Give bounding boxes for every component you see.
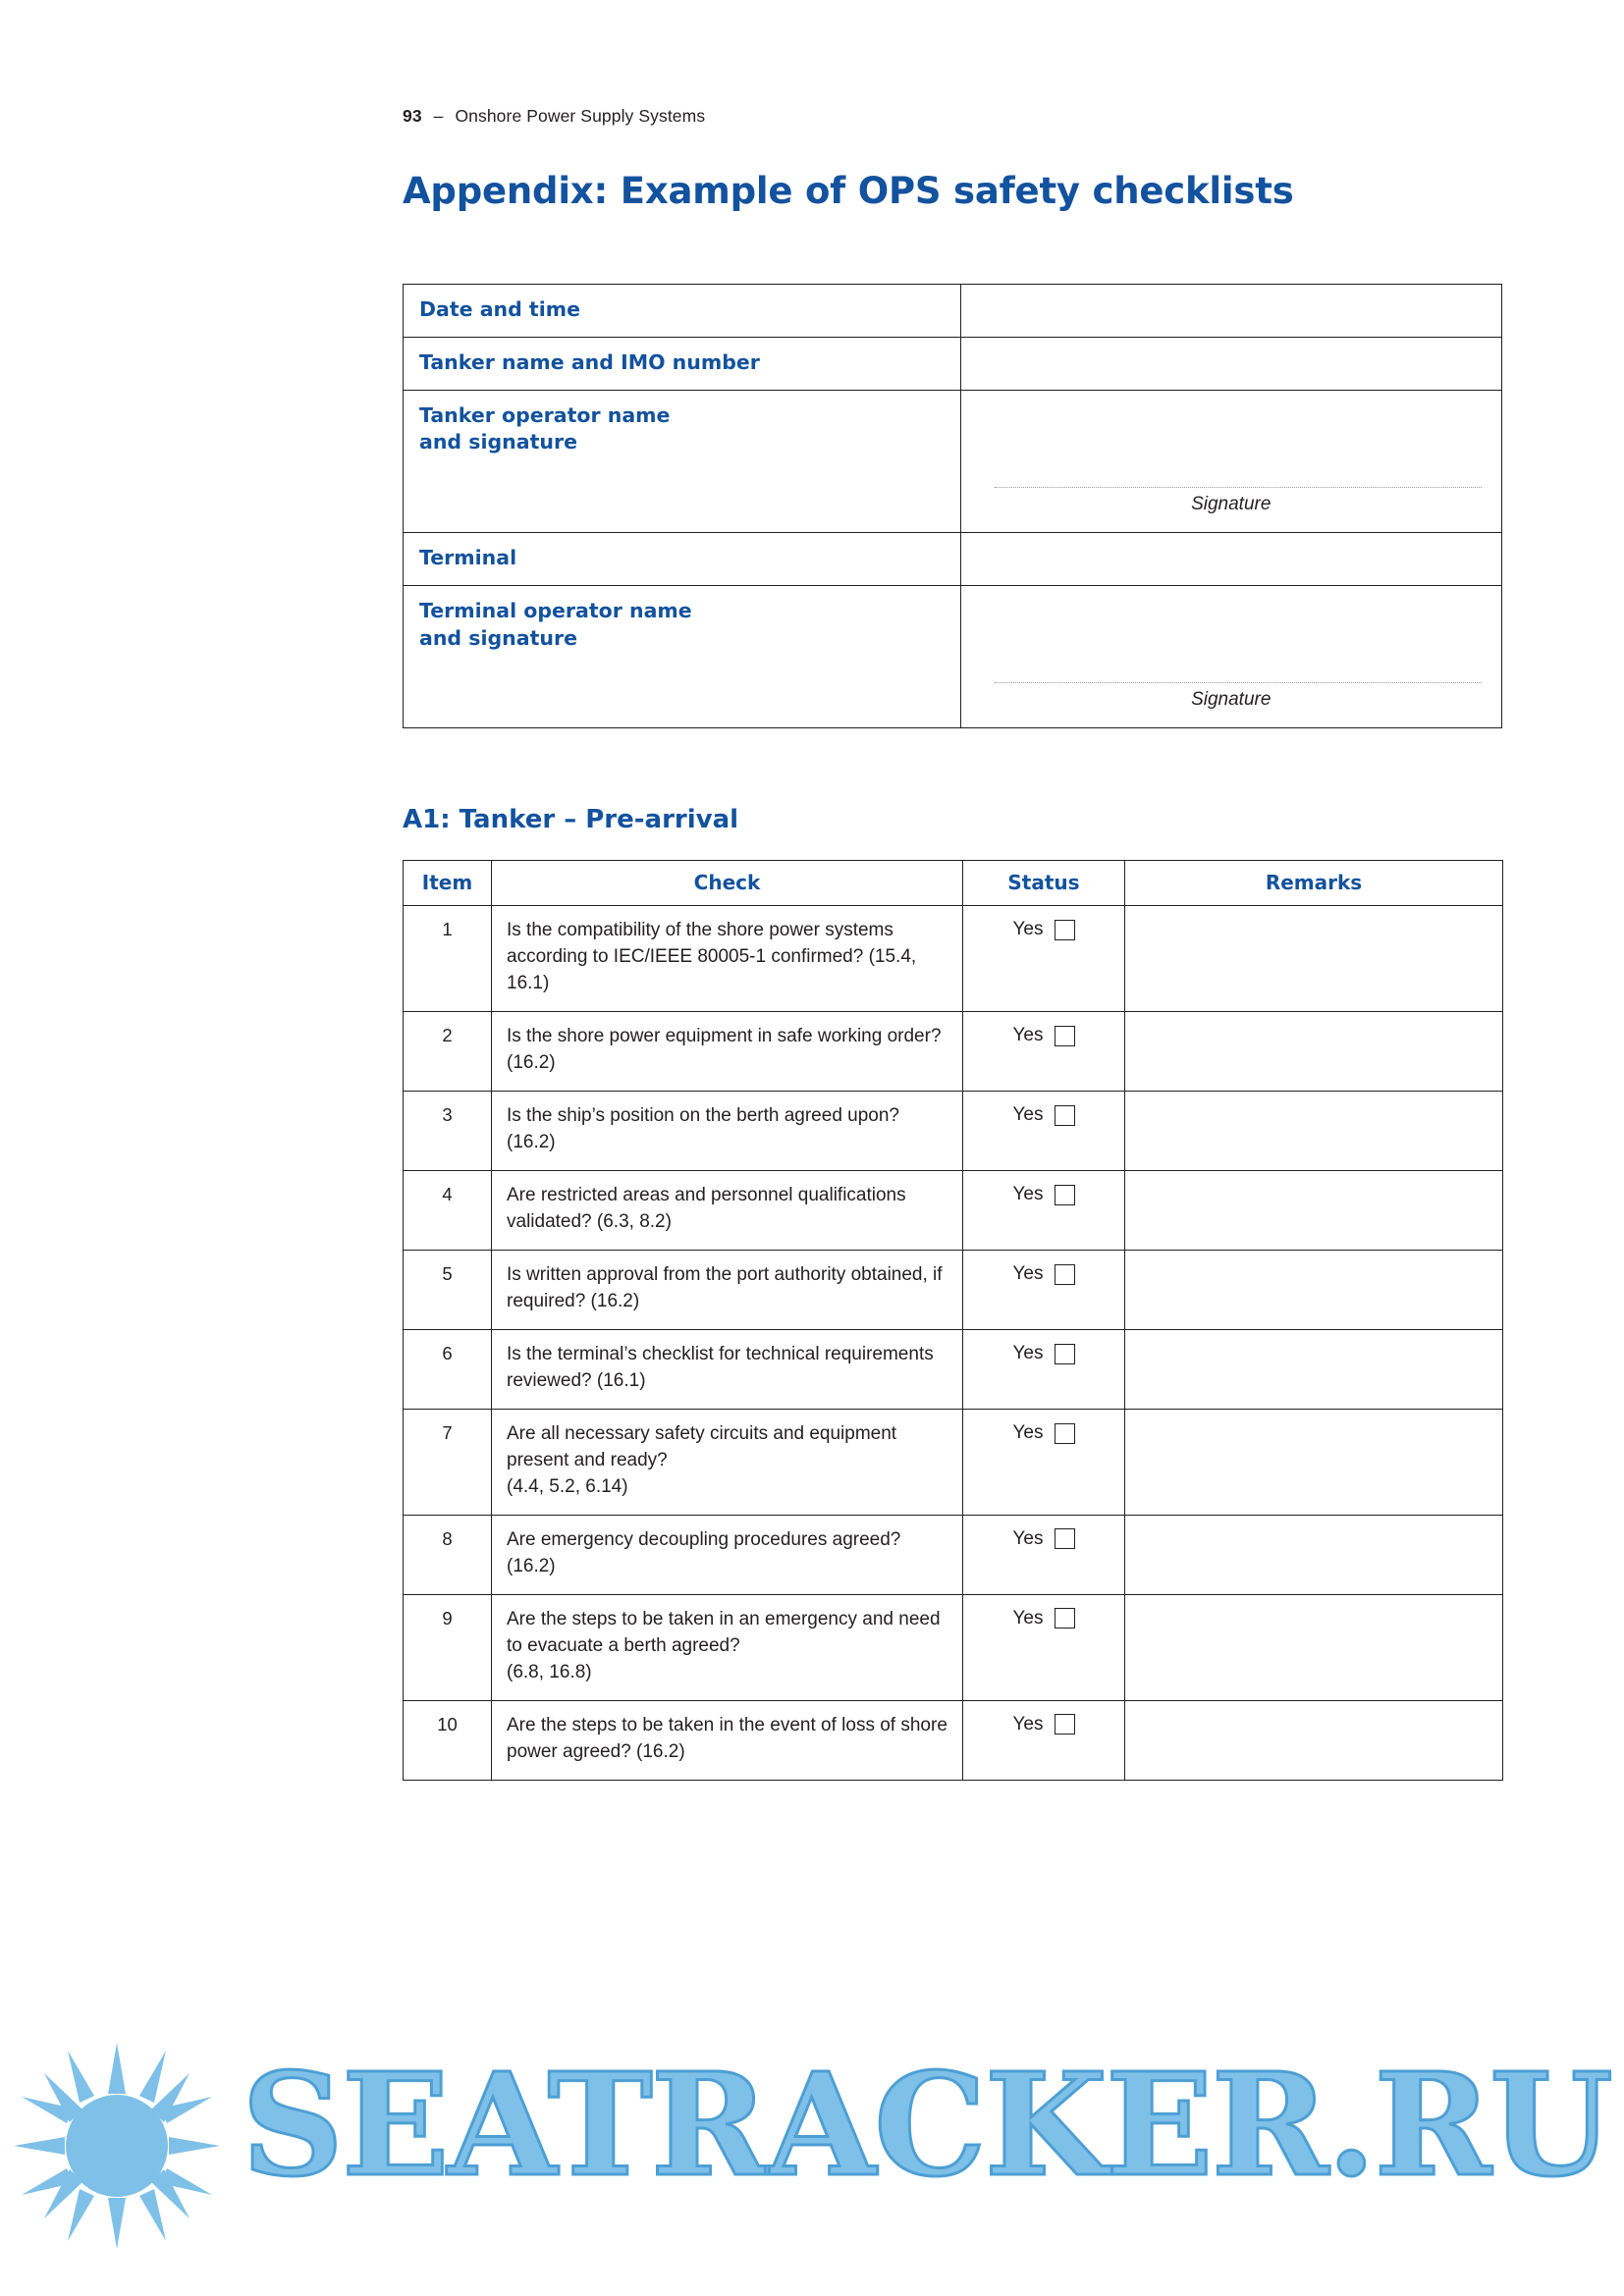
table-row [404, 586, 1502, 728]
table-row [404, 1410, 1503, 1516]
checklist-item-number: 7 [404, 1410, 492, 1516]
checklist-item-number: 4 [404, 1171, 492, 1251]
checklist-item-text: Is written approval from the port authority obtained, if required? (16.2) [492, 1251, 963, 1330]
table-row [404, 1092, 1503, 1171]
checklist-item-number: 3 [404, 1092, 492, 1171]
checklist-item-remarks[interactable] [1125, 1012, 1503, 1092]
status-yes-checkbox[interactable] [1055, 1423, 1075, 1444]
checklist-item-remarks[interactable] [1125, 1092, 1503, 1171]
checklist-item-remarks[interactable] [1125, 1410, 1503, 1516]
info-label-cell [404, 337, 961, 390]
info-label-tanker-operator-line2: and signature [419, 430, 577, 454]
page-title: Appendix: Example of OPS safety checklists [403, 170, 1294, 212]
watermark-text: SEATRACKER.RU [242, 2042, 1611, 2208]
info-label-cell [404, 391, 961, 533]
checklist-item-remarks[interactable] [1125, 1700, 1503, 1780]
status-yes-checkbox[interactable] [1055, 1264, 1075, 1285]
checklist-item-number: 5 [404, 1251, 492, 1330]
checklist-item-number: 9 [404, 1594, 492, 1700]
running-head [403, 106, 1502, 127]
checklist-item-number: 1 [404, 906, 492, 1012]
status-yes-label: Yes [1012, 1263, 1044, 1285]
table-row [404, 1251, 1503, 1330]
status-control [963, 1714, 1124, 1735]
checklist-item-remarks[interactable] [1125, 1251, 1503, 1330]
info-label-cell [404, 533, 961, 586]
table-row [404, 1012, 1503, 1092]
checklist-item-remarks[interactable] [1125, 906, 1503, 1012]
column-header-status: Status [963, 861, 1125, 906]
info-value-terminal-operator-signature[interactable] [960, 586, 1502, 728]
checklist-table [403, 860, 1503, 1780]
checklist-item-status [963, 906, 1125, 1012]
signature-caption: Signature [1191, 689, 1272, 711]
checklist-item-text: Are the steps to be taken in the event of loss of shore power agreed? (16.2) [492, 1700, 963, 1780]
table-row [404, 284, 1502, 337]
table-row [404, 337, 1502, 390]
checklist-item-number: 6 [404, 1330, 492, 1410]
checklist-item-text: Is the terminal’s checklist for technical requirements reviewed? (16.1) [492, 1330, 963, 1410]
checklist-item-status [963, 1092, 1125, 1171]
checklist-item-text: Are all necessary safety circuits and equipment present and ready? (4.4, 5.2, 6.14) [492, 1410, 963, 1516]
sun-icon [14, 2043, 220, 2249]
status-yes-label: Yes [1012, 1713, 1044, 1735]
status-control [963, 1184, 1124, 1205]
status-yes-checkbox[interactable] [1055, 1344, 1075, 1364]
info-value-date-time[interactable] [960, 284, 1502, 337]
status-control [963, 1608, 1124, 1629]
running-head-separator: – [433, 106, 444, 126]
checklist-item-text: Are the steps to be taken in an emergency and need to evacuate a berth agreed? (6.8, 16.8) [492, 1594, 963, 1700]
status-yes-checkbox[interactable] [1055, 1528, 1075, 1549]
checklist-item-text: Is the shore power equipment in safe working order? (16.2) [492, 1012, 963, 1092]
status-yes-checkbox[interactable] [1055, 1608, 1075, 1629]
table-row [404, 1330, 1503, 1410]
checklist-item-status [963, 1171, 1125, 1251]
checklist-item-status [963, 1594, 1125, 1700]
checklist-item-number: 8 [404, 1515, 492, 1594]
status-yes-checkbox[interactable] [1055, 1714, 1075, 1735]
status-control [963, 1025, 1124, 1046]
column-header-check: Check [492, 861, 963, 906]
checklist-item-text: Are emergency decoupling procedures agreed? (16.2) [492, 1515, 963, 1594]
section-title-a1: A1: Tanker – Pre-arrival [403, 805, 739, 835]
status-control [963, 1528, 1124, 1550]
checklist-item-status [963, 1012, 1125, 1092]
table-row [404, 1594, 1503, 1700]
info-value-terminal[interactable] [960, 533, 1502, 586]
signature-area[interactable] [977, 598, 1487, 714]
watermark [0, 2027, 1624, 2272]
table-row [404, 906, 1503, 1012]
signature-area[interactable] [977, 402, 1487, 518]
status-control [963, 919, 1124, 940]
info-label-terminal-operator [419, 598, 945, 652]
checklist-item-text: Is the ship’s position on the berth agreed upon? (16.2) [492, 1092, 963, 1171]
page-number: 93 [403, 106, 422, 126]
status-yes-label: Yes [1012, 1184, 1044, 1205]
table-row [404, 1700, 1503, 1780]
info-label-date-time: Date and time [419, 296, 581, 321]
info-label-tanker-operator-line1: Tanker operator name [419, 403, 671, 428]
signature-line [995, 682, 1483, 683]
status-yes-label: Yes [1012, 1422, 1044, 1444]
checklist-item-number: 2 [404, 1012, 492, 1092]
status-control [963, 1104, 1124, 1126]
status-yes-checkbox[interactable] [1055, 920, 1075, 940]
checklist-item-remarks[interactable] [1125, 1515, 1503, 1594]
checklist-item-status [963, 1330, 1125, 1410]
checklist-item-status [963, 1700, 1125, 1780]
column-header-remarks: Remarks [1125, 861, 1503, 906]
status-yes-label: Yes [1012, 1343, 1044, 1364]
status-yes-checkbox[interactable] [1055, 1105, 1075, 1126]
vessel-info-table [403, 284, 1502, 729]
checklist-item-remarks[interactable] [1125, 1594, 1503, 1700]
info-label-tanker-name-imo: Tanker name and IMO number [419, 349, 760, 374]
checklist-item-text: Is the compatibility of the shore power systems according to IEC/IEEE 80005-1 confirmed? (15.4, 16.1) [492, 906, 963, 1012]
info-label-terminal-operator-line1: Terminal operator name [419, 599, 692, 623]
info-label-terminal: Terminal [419, 546, 517, 570]
checklist-item-remarks[interactable] [1125, 1171, 1503, 1251]
status-yes-label: Yes [1012, 1025, 1044, 1046]
table-row [404, 391, 1502, 533]
status-yes-label: Yes [1012, 1607, 1044, 1629]
checklist-header-row [404, 861, 1503, 906]
signature-line [995, 487, 1483, 488]
table-row [404, 533, 1502, 586]
status-control [963, 1422, 1124, 1444]
info-value-tanker-operator-signature[interactable] [960, 391, 1502, 533]
info-label-cell [404, 284, 961, 337]
info-label-cell [404, 586, 961, 728]
status-yes-label: Yes [1012, 919, 1044, 940]
checklist-body [404, 906, 1503, 1780]
status-control [963, 1343, 1124, 1364]
table-row [404, 1171, 1503, 1251]
info-label-terminal-operator-line2: and signature [419, 625, 577, 650]
checklist-item-number: 10 [404, 1700, 492, 1780]
table-row [404, 1515, 1503, 1594]
signature-caption: Signature [1191, 494, 1272, 515]
column-header-item: Item [404, 861, 492, 906]
running-head-title: Onshore Power Supply Systems [455, 106, 706, 126]
checklist-item-remarks[interactable] [1125, 1330, 1503, 1410]
checklist-item-text: Are restricted areas and personnel qualifications validated? (6.3, 8.2) [492, 1171, 963, 1251]
status-yes-checkbox[interactable] [1055, 1026, 1075, 1046]
checklist-item-status [963, 1410, 1125, 1516]
status-yes-label: Yes [1012, 1104, 1044, 1126]
status-yes-checkbox[interactable] [1055, 1185, 1075, 1205]
page-content [403, 106, 1502, 1781]
info-value-tanker-name-imo[interactable] [960, 337, 1502, 390]
info-label-tanker-operator [419, 402, 945, 456]
checklist-item-status [963, 1251, 1125, 1330]
status-yes-label: Yes [1012, 1527, 1044, 1549]
checklist-item-status [963, 1515, 1125, 1594]
status-control [963, 1263, 1124, 1285]
